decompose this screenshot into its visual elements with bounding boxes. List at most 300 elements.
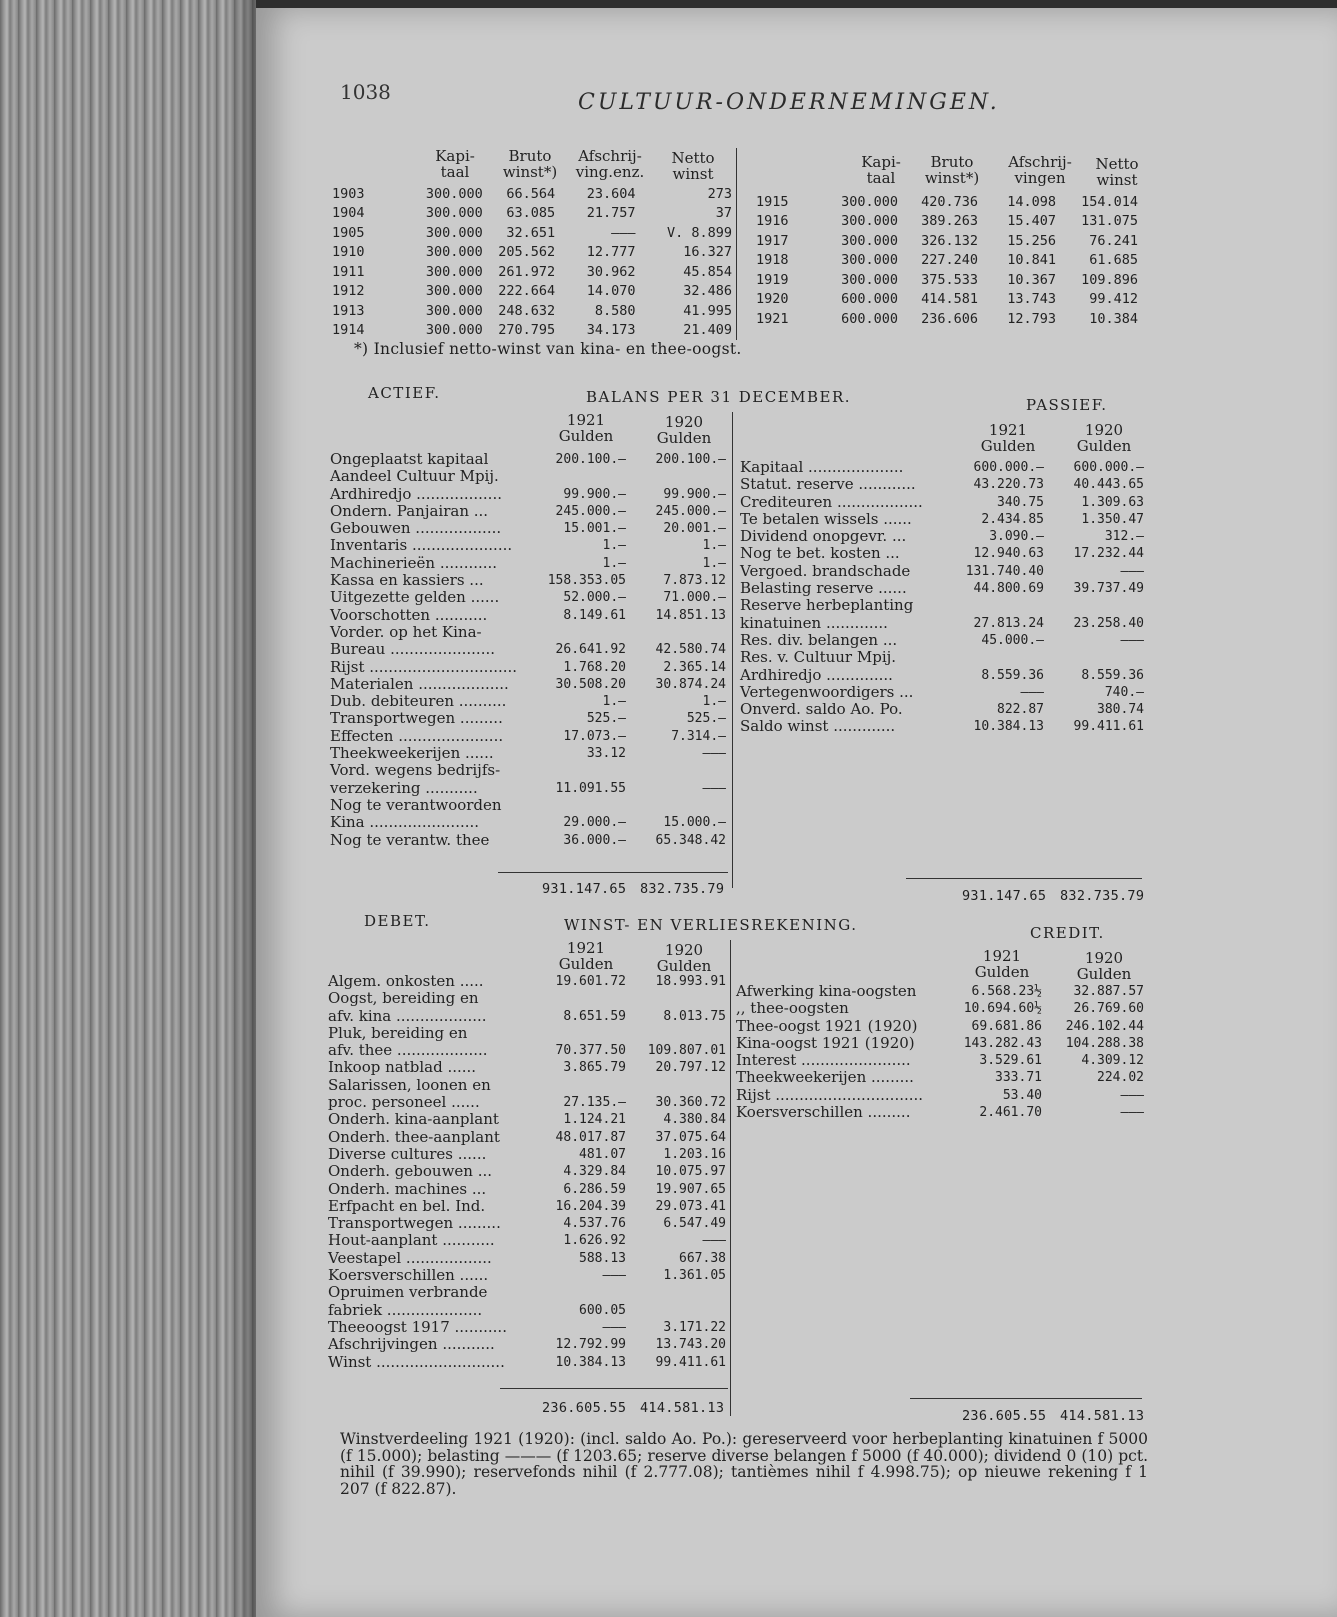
debet-value-1921: 8.651.59 [563, 1008, 626, 1024]
yt-left-h3: Netto winst [671, 149, 715, 183]
debet-value-1920: ——— [702, 1233, 726, 1249]
actief-value-1920: 1.— [702, 694, 726, 710]
winstverdeeling-paragraph: Winstverdeeling 1921 (1920): (incl. saldo Ao. Po.): gereserveerd voor herbeplanting kinatuinen f 5000 (f 15.000); belasting ——— (f 1203.65; reserve diverse belangen f 5000 (f 40.000); dividend 0 (10) pct. nihil (f 39.990); reservefonds nihil (f 2.777.08); tantièmes nihil f 4.998.75); op nieuwe rekening f 1 207 (f 822.87). [340, 1430, 1148, 1498]
passief-row [740, 459, 1144, 476]
debet-value-1920: 29.073.41 [655, 1198, 726, 1214]
debet-value-1921: 481.07 [579, 1146, 626, 1162]
passief-row [740, 580, 1144, 597]
yearly-left-cell: 23.604 [586, 185, 636, 202]
actief-row [330, 745, 726, 762]
yearly-right-cell: 389.263 [921, 213, 978, 230]
passief-label: Ardhiredjo .............. [740, 665, 893, 684]
actief-value-1920 [626, 797, 726, 814]
actief-value-1921: 29.000.— [563, 815, 626, 831]
actief-label: Effecten ...................... [330, 726, 504, 745]
passief-value-1921: 600.000.— [973, 460, 1044, 475]
yearly-left-cell: 1910 [332, 244, 365, 261]
debet-label: Opruimen verbrande [328, 1283, 488, 1302]
passief-row [740, 649, 1144, 666]
actief-label: Theekweekerijen ...... [330, 744, 494, 763]
debet-value-1921: 70.377.50 [555, 1043, 626, 1059]
passief-value-1921: 44.800.69 [973, 581, 1044, 597]
credit-total-rule [910, 1398, 1142, 1399]
yearly-left-cell: 32.486 [683, 283, 732, 300]
passief-value-1921: 2.434.85 [981, 511, 1044, 527]
yt-right-h2: Afschrij- vingen [1008, 153, 1072, 187]
yearly-right-row [756, 251, 1138, 271]
yearly-left-row [332, 262, 732, 282]
credit-value-1920: 32.887.57 [1073, 984, 1144, 999]
debet-label: Inkoop natblad ...... [328, 1058, 477, 1077]
yearly-right-cell: 1921 [756, 310, 789, 327]
yearly-right-cell: 1920 [756, 291, 789, 308]
yearly-right-cell: 300.000 [841, 193, 898, 210]
passief-value-1920: ——— [1120, 563, 1144, 579]
yearly-left-cell: 270.795 [498, 322, 556, 339]
yearly-left-cell: 300.000 [425, 244, 483, 261]
debet-label: Afschrijvingen ........... [328, 1335, 495, 1354]
actief-label: Materialen ................... [330, 674, 509, 693]
yearly-right-cell: 300.000 [841, 213, 898, 230]
yearly-left-cell: 261.972 [498, 263, 556, 280]
yearly-right-cell: 414.581 [921, 291, 978, 308]
debet-value-1920 [626, 1302, 726, 1319]
yearly-left-cell: 16.327 [683, 244, 732, 261]
debet-value-1921 [542, 990, 626, 1007]
credit-value-1921: 6.568.23½ [971, 984, 1042, 999]
actief-value-1920: ——— [702, 746, 726, 762]
yearly-right-cell: 14.098 [1007, 193, 1056, 210]
yearly-right-cell: 131.075 [1081, 213, 1138, 230]
page-header: CULTUUR-ONDERNEMINGEN. [578, 90, 1000, 115]
actief-value-1921 [542, 468, 626, 485]
passief-row [740, 667, 1144, 684]
yearly-left-cell: 248.632 [498, 302, 556, 319]
yearly-right-cell: 600.000 [841, 291, 898, 308]
actief-total-1921: 931.147.65 [542, 881, 627, 897]
yearly-right-cell: 76.241 [1089, 232, 1138, 249]
debet-row [328, 1146, 726, 1163]
debet-value-1921: 27.135.— [563, 1095, 626, 1111]
credit-value-1920: 26.769.60 [1073, 1001, 1144, 1017]
passief-value-1921: 3.090.— [989, 529, 1044, 545]
debet-label: Pluk, bereiding en [328, 1023, 468, 1042]
yt-right-h0: Kapi- taal [861, 153, 901, 187]
actief-label: Nog te verantw. thee [330, 830, 490, 849]
passief-total-rule [906, 878, 1142, 879]
passief-value-1921: 822.87 [997, 702, 1044, 718]
debet-value-1921 [542, 1284, 626, 1301]
actief-value-1920: 7.314.— [671, 728, 726, 744]
credit-value-1921: 53.40 [1002, 1087, 1042, 1103]
actief-value-1921: 30.508.20 [555, 676, 626, 692]
actief-row [330, 624, 726, 641]
passief-label: PASSIEF. [1026, 396, 1108, 414]
debet-value-1921: 3.865.79 [563, 1060, 626, 1076]
yearly-right-cell: 10.384 [1089, 310, 1138, 327]
debet-label: afv. thee ................... [328, 1041, 488, 1060]
debet-value-1921: 12.792.99 [555, 1337, 626, 1353]
credit-row [736, 1104, 1144, 1121]
debet-row [328, 1284, 726, 1301]
passief-label: Statut. reserve ............ [740, 475, 916, 494]
credit-table [736, 983, 1144, 1121]
debet-value-1921: ——— [602, 1268, 626, 1284]
debet-label: Diverse cultures ...... [328, 1144, 487, 1163]
debet-row [328, 1267, 726, 1284]
actief-label: Dub. debiteuren .......... [330, 692, 507, 711]
yearly-left-row [332, 282, 732, 302]
actief-row [330, 780, 726, 797]
debet-label: afv. kina ................... [328, 1006, 487, 1025]
yearly-left-cell: 1903 [332, 185, 365, 202]
debet-row [328, 1077, 726, 1094]
actief-value-1920: 245.000.— [655, 503, 726, 519]
debet-value-1921: ——— [602, 1319, 626, 1335]
passief-value-1920 [1044, 649, 1144, 666]
actief-row [330, 503, 726, 520]
yt-right-h3: Netto winst [1095, 155, 1139, 189]
credit-label: ,, thee-oogsten [736, 999, 849, 1018]
passief-label: Vertegenwoordigers ... [740, 682, 914, 701]
yt-left-h0: Kapi- taal [435, 147, 475, 181]
actief-value-1920 [626, 624, 726, 641]
debet-label: proc. personeel ...... [328, 1093, 480, 1112]
debet-value-1921: 1.626.92 [563, 1233, 626, 1249]
credit-value-1920: ——— [1120, 1087, 1144, 1103]
passief-value-1921: 340.75 [997, 494, 1044, 510]
debet-value-1920: 8.013.75 [663, 1008, 726, 1024]
passief-value-1921: 10.384.13 [973, 719, 1044, 735]
debet-value-1920 [626, 990, 726, 1007]
actief-value-1921 [542, 762, 626, 779]
credit-row [736, 1069, 1144, 1086]
actief-value-1920: 2.365.14 [663, 659, 726, 675]
yearly-left-cell: 1905 [332, 224, 365, 241]
debet-label: Oogst, bereiding en [328, 989, 479, 1008]
yearly-left-cell: 300.000 [425, 205, 483, 222]
yearly-left-cell: 300.000 [425, 322, 483, 339]
yearly-right-cell: 109.896 [1081, 271, 1138, 288]
debet-value-1921: 16.204.39 [555, 1198, 626, 1214]
passief-value-1920: 8.559.36 [1081, 667, 1144, 683]
actief-value-1921: 1.— [602, 694, 626, 710]
debet-label: Winst ........................... [328, 1352, 505, 1371]
yearly-right-cell: 15.256 [1007, 232, 1056, 249]
actief-row [330, 710, 726, 727]
yearly-right-cell: 236.606 [921, 310, 978, 327]
passief-value-1921 [960, 597, 1044, 614]
debet-label: Algem. onkosten ..... [328, 972, 484, 990]
actief-value-1921: 52.000.— [563, 590, 626, 606]
credit-row [736, 1087, 1144, 1104]
debet-value-1920: 19.907.65 [655, 1181, 726, 1197]
credit-row [736, 1000, 1144, 1017]
yearly-left-row [332, 321, 732, 341]
actief-row [330, 468, 726, 485]
debet-row [328, 1232, 726, 1249]
credit-value-1920: ——— [1120, 1105, 1144, 1121]
debet-table [328, 973, 726, 1371]
debet-row [328, 1302, 726, 1319]
actief-label: Ardhiredjo .................. [330, 484, 502, 503]
credit-value-1920: 104.288.38 [1065, 1035, 1144, 1051]
passief-value-1921: 12.940.63 [973, 546, 1044, 562]
debet-row [328, 1198, 726, 1215]
debet-row [328, 990, 726, 1007]
actief-label: Aandeel Cultuur Mpij. [330, 467, 499, 486]
credit-label: Thee-oogst 1921 (1920) [736, 1016, 918, 1035]
yearly-left-cell: 66.564 [506, 185, 556, 202]
actief-value-1921: 200.100.— [555, 452, 626, 467]
yearly-right-cell: 600.000 [841, 310, 898, 327]
yearly-table-left [332, 184, 732, 340]
credit-label: Kina-oogst 1921 (1920) [736, 1033, 915, 1052]
passief-label: kinatuinen ............. [740, 613, 888, 632]
actief-value-1920: 71.000.— [663, 590, 726, 606]
credit-row [736, 1018, 1144, 1035]
actief-total-rule [498, 872, 728, 873]
actief-label: Voorschotten ........... [330, 605, 488, 624]
passief-value-1920: 23.258.40 [1073, 615, 1144, 631]
debet-value-1920: 3.171.22 [663, 1319, 726, 1335]
yearly-left-cell: V. 8.899 [666, 224, 732, 241]
debet-value-1921: 4.329.84 [563, 1164, 626, 1180]
debet-value-1921: 600.05 [579, 1302, 626, 1318]
yearly-right-cell: 61.685 [1089, 252, 1138, 269]
passief-table [740, 459, 1144, 736]
yearly-left-cell: 21.757 [586, 205, 636, 222]
passief-label: Reserve herbeplanting [740, 596, 914, 615]
actief-value-1920: 20.001.— [663, 521, 726, 537]
yearly-left-row [332, 204, 732, 224]
passief-value-1921 [960, 649, 1044, 666]
yt-right-h1: Bruto winst*) [924, 153, 980, 187]
debet-label: Hout-aanplant ........... [328, 1231, 495, 1250]
passief-label: Te betalen wissels ...... [740, 509, 912, 528]
yearly-left-cell: 45.854 [683, 263, 732, 280]
yearly-left-cell: 300.000 [425, 224, 483, 241]
actief-value-1920: 200.100.— [655, 452, 726, 467]
yearly-right-cell: 300.000 [841, 252, 898, 269]
yearly-left-cell: 1913 [332, 302, 365, 319]
yearly-left-cell: 63.085 [506, 205, 556, 222]
actief-value-1920: 14.851.13 [655, 607, 726, 623]
yearly-footnote: *) Inclusief netto-winst van kina- en thee-oogst. [354, 340, 742, 358]
credit-total-1920: 414.581.13 [1060, 1408, 1145, 1424]
passief-row [740, 494, 1144, 511]
credit-label: Koersverschillen ......... [736, 1103, 911, 1122]
actief-value-1921: 26.641.92 [555, 642, 626, 658]
passief-row [740, 597, 1144, 614]
yearly-divider [736, 148, 737, 340]
yearly-left-row [332, 301, 732, 321]
debet-value-1921: 6.286.59 [563, 1181, 626, 1197]
credit-row [736, 983, 1144, 1000]
yt-left-h2: Afschrij- ving.enz. [575, 147, 645, 181]
actief-row [330, 555, 726, 572]
actief-col2-head: 1920 Gulden [656, 413, 712, 447]
debet-row [328, 1215, 726, 1232]
actief-value-1921 [542, 624, 626, 641]
passief-row [740, 563, 1144, 580]
passief-label: Res. v. Cultuur Mpij. [740, 648, 897, 667]
actief-value-1920: 1.— [702, 538, 726, 554]
credit-value-1921: 143.282.43 [963, 1035, 1042, 1051]
page-number: 1038 [340, 80, 391, 104]
debet-label: fabriek .................... [328, 1300, 483, 1319]
passief-label: Res. div. belangen ... [740, 630, 898, 649]
passief-row [740, 528, 1144, 545]
debet-value-1920 [626, 1284, 726, 1301]
debet-row [328, 1250, 726, 1267]
actief-value-1921: 158.353.05 [547, 573, 626, 589]
yearly-right-cell: 13.743 [1007, 291, 1056, 308]
book-spine [0, 0, 256, 1617]
debet-row [328, 1354, 726, 1371]
debet-row [328, 1111, 726, 1128]
passief-value-1921: 131.740.40 [965, 563, 1044, 579]
yearly-right-row [756, 290, 1138, 310]
passief-row [740, 684, 1144, 701]
debet-value-1920: 10.075.97 [655, 1164, 726, 1180]
debet-value-1921: 19.601.72 [555, 974, 626, 989]
debet-value-1921: 588.13 [579, 1250, 626, 1266]
passief-row [740, 718, 1144, 735]
debet-label: DEBET. [364, 912, 431, 930]
actief-value-1921: 17.073.— [563, 728, 626, 744]
debet-value-1921 [542, 1077, 626, 1094]
debet-row [328, 1008, 726, 1025]
yearly-left-cell: 41.995 [683, 302, 732, 319]
actief-row [330, 641, 726, 658]
actief-total-1920: 832.735.79 [640, 881, 725, 897]
debet-value-1920 [626, 1025, 726, 1042]
actief-row [330, 572, 726, 589]
credit-label: Afwerking kina-oogsten [736, 982, 917, 1000]
passief-value-1921: ——— [1020, 684, 1044, 700]
yearly-right-cell: 10.367 [1007, 271, 1056, 288]
actief-value-1921 [542, 797, 626, 814]
yearly-right-cell: 10.841 [1007, 252, 1056, 269]
debet-value-1920: 667.38 [679, 1250, 726, 1266]
actief-row [330, 832, 726, 849]
yearly-left-cell: 222.664 [498, 283, 556, 300]
yearly-right-cell: 12.793 [1007, 310, 1056, 327]
actief-row [330, 520, 726, 537]
passief-value-1920: 99.411.61 [1073, 719, 1144, 735]
debet-label: Onderh. kina-aanplant [328, 1110, 499, 1129]
debet-total-1921: 236.605.55 [542, 1400, 627, 1416]
yearly-table-right [756, 192, 1138, 329]
actief-value-1920: 1.— [702, 555, 726, 571]
yearly-right-cell: 1918 [756, 252, 789, 269]
yearly-left-cell: 34.173 [586, 322, 636, 339]
debet-value-1920: 99.411.61 [655, 1354, 726, 1370]
debet-col1-head: 1921 Gulden [558, 939, 614, 973]
actief-row [330, 676, 726, 693]
actief-label: Nog te verantwoorden [330, 795, 502, 814]
yearly-left-row [332, 243, 732, 263]
yearly-left-cell: 1912 [332, 283, 365, 300]
debet-value-1921: 4.537.76 [563, 1216, 626, 1232]
winst-title: WINST- EN VERLIESREKENING. [564, 916, 858, 934]
actief-label: Machinerieën ............ [330, 553, 498, 572]
passief-value-1920: 1.350.47 [1081, 511, 1144, 527]
debet-label: Salarissen, loonen en [328, 1075, 491, 1094]
document-page [256, 8, 1337, 1617]
debet-total-rule [500, 1388, 728, 1389]
passief-label: Onverd. saldo Ao. Po. [740, 700, 903, 719]
yearly-right-cell: 1919 [756, 271, 789, 288]
passief-row [740, 701, 1144, 718]
yearly-right-row [756, 231, 1138, 251]
yearly-left-cell: 14.070 [586, 283, 636, 300]
debet-label: Onderh. gebouwen ... [328, 1162, 493, 1181]
actief-value-1921: 525.— [586, 711, 626, 727]
actief-value-1920 [626, 468, 726, 485]
actief-value-1921: 11.091.55 [555, 780, 626, 796]
actief-label: verzekering ........... [330, 778, 478, 797]
debet-value-1920: 6.547.49 [663, 1216, 726, 1232]
actief-value-1920: 7.873.12 [663, 573, 726, 589]
passief-value-1921: 27.813.24 [973, 615, 1044, 631]
credit-label: CREDIT. [1030, 924, 1105, 942]
actief-col1-head: 1921 Gulden [558, 411, 614, 445]
passief-value-1921: 43.220.73 [973, 477, 1044, 493]
debet-value-1920: 4.380.84 [663, 1112, 726, 1128]
actief-row [330, 693, 726, 710]
debet-value-1921: 1.124.21 [563, 1112, 626, 1128]
yearly-left-cell: 30.962 [586, 263, 636, 280]
actief-value-1921: 33.12 [586, 746, 626, 762]
debet-label: Transportwegen ......... [328, 1214, 501, 1233]
yearly-right-row [756, 309, 1138, 329]
passief-value-1920: 17.232.44 [1073, 546, 1144, 562]
actief-label: Bureau ...................... [330, 640, 495, 659]
actief-row [330, 659, 726, 676]
actief-row [330, 797, 726, 814]
passief-value-1920: 39.737.49 [1073, 581, 1144, 597]
actief-row [330, 728, 726, 745]
debet-label: Onderh. machines ... [328, 1179, 487, 1198]
yearly-left-cell: 300.000 [425, 263, 483, 280]
passief-label: Kapitaal .................... [740, 458, 904, 476]
debet-value-1920: 37.075.64 [655, 1129, 726, 1145]
debet-value-1921: 48.017.87 [555, 1129, 626, 1145]
passief-value-1920 [1044, 597, 1144, 614]
yearly-left-cell: 32.651 [506, 224, 556, 241]
actief-row [330, 451, 726, 468]
credit-row [736, 1052, 1144, 1069]
debet-col2-head: 1920 Gulden [656, 941, 712, 975]
yearly-left-cell: 21.409 [683, 322, 732, 339]
actief-label: Rijst ............................... [330, 657, 518, 676]
debet-value-1920: 109.807.01 [647, 1043, 726, 1059]
debet-value-1921 [542, 1025, 626, 1042]
actief-value-1921: 1.768.20 [563, 659, 626, 675]
debet-row [328, 1042, 726, 1059]
actief-value-1920 [626, 762, 726, 779]
passief-row [740, 511, 1144, 528]
debet-value-1920: 30.360.72 [655, 1095, 726, 1111]
debet-row [328, 1181, 726, 1198]
debet-value-1920: 1.361.05 [663, 1268, 726, 1284]
credit-label: Rijst ............................... [736, 1085, 924, 1104]
actief-value-1920: 525.— [686, 711, 726, 727]
actief-label: Gebouwen .................. [330, 519, 502, 538]
debet-label: Onderh. thee-aanplant [328, 1127, 500, 1146]
